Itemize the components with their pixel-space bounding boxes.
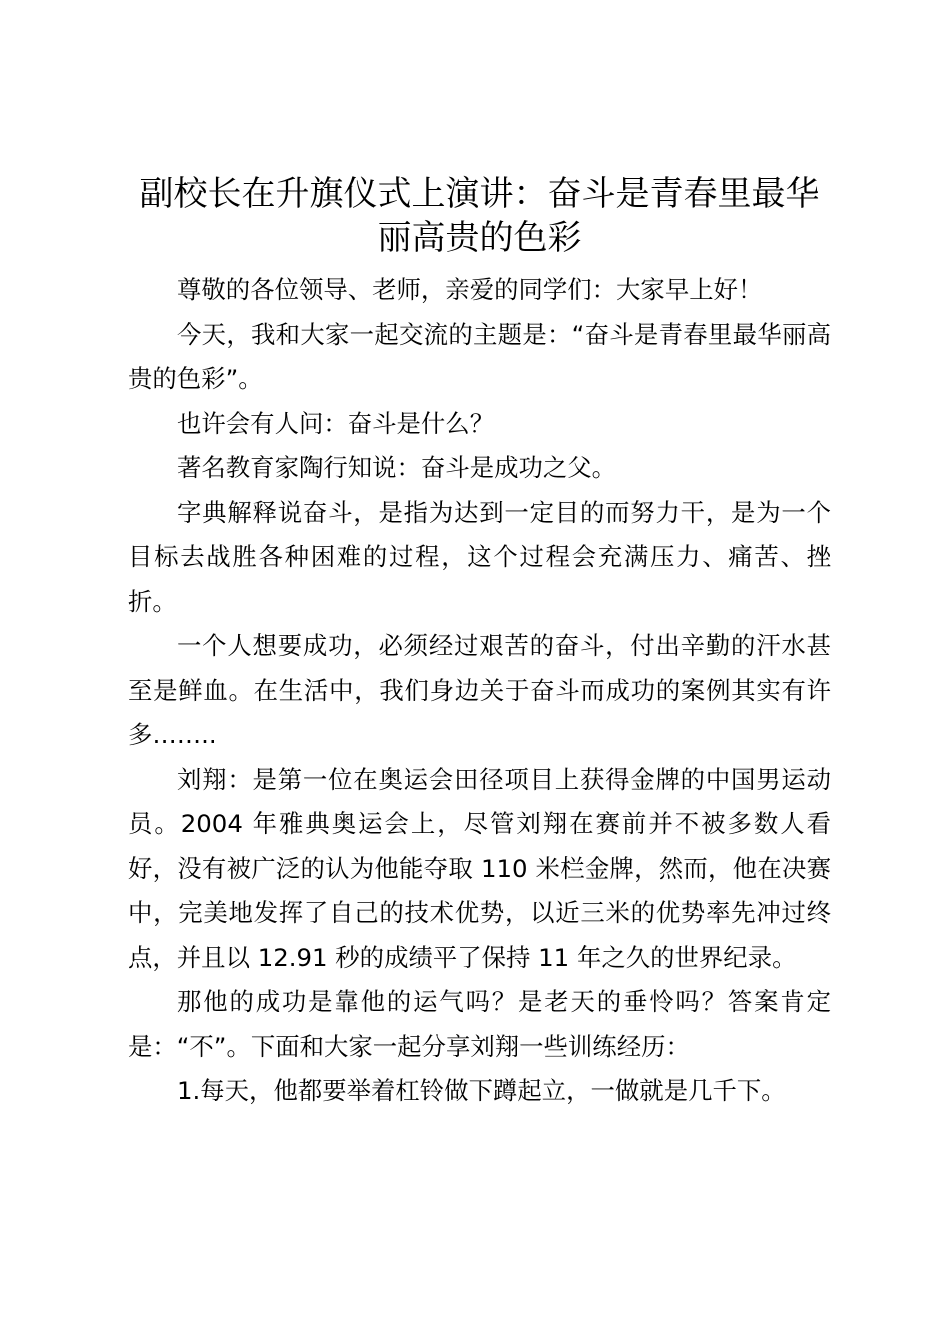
paragraph-definition: 字典解释说奋斗，是指为达到一定目的而努力干，是为一个目标去战胜各种困难的过程，这个过程会充满压力、痛苦、挫折。 xyxy=(128,497,831,616)
paragraph-answer: 那他的成功是靠他的运气吗？是老天的垂怜吗？答案肯定是：“不”。下面和大家一起分享刘翔一些训练经历： xyxy=(128,987,831,1061)
paragraph-greeting: 尊敬的各位领导、老师，亲爱的同学们：大家早上好！ xyxy=(177,275,763,304)
document-title: 副校长在升旗仪式上演讲：奋斗是青春里最华丽高贵的色彩 xyxy=(139,174,820,258)
document-page xyxy=(128,172,831,1114)
paragraph-liu-xiang: 刘翔：是第一位在奥运会田径项目上获得金牌的中国男运动员。2004 年雅典奥运会上，尽管刘翔在赛前并不被多数人看好，没有被广泛的认为他能夺取 110 米栏金牌，然而，他在决赛中，完美地发挥了自己的技术优势，以近三米的优势率先冲过终点，并且以 12.91 秒的成绩平了保持 11 年之久的世界纪录。 xyxy=(128,764,831,972)
paragraph-training-1: 1.每天，他都要举着杠铃做下蹲起立，一做就是几千下。 xyxy=(177,1076,786,1105)
paragraph-topic: 今天，我和大家一起交流的主题是：“奋斗是青春里最华丽高贵的色彩”。 xyxy=(128,319,831,393)
paragraph-quote: 著名教育家陶行知说：奋斗是成功之父。 xyxy=(177,453,617,482)
paragraph-question: 也许会有人问：奋斗是什么？ xyxy=(177,408,495,438)
paragraph-success: 一个人想要成功，必须经过艰苦的奋斗，付出辛勤的汗水甚至是鲜血。在生活中，我们身边关于奋斗而成功的案例其实有许多…….. xyxy=(128,631,831,749)
